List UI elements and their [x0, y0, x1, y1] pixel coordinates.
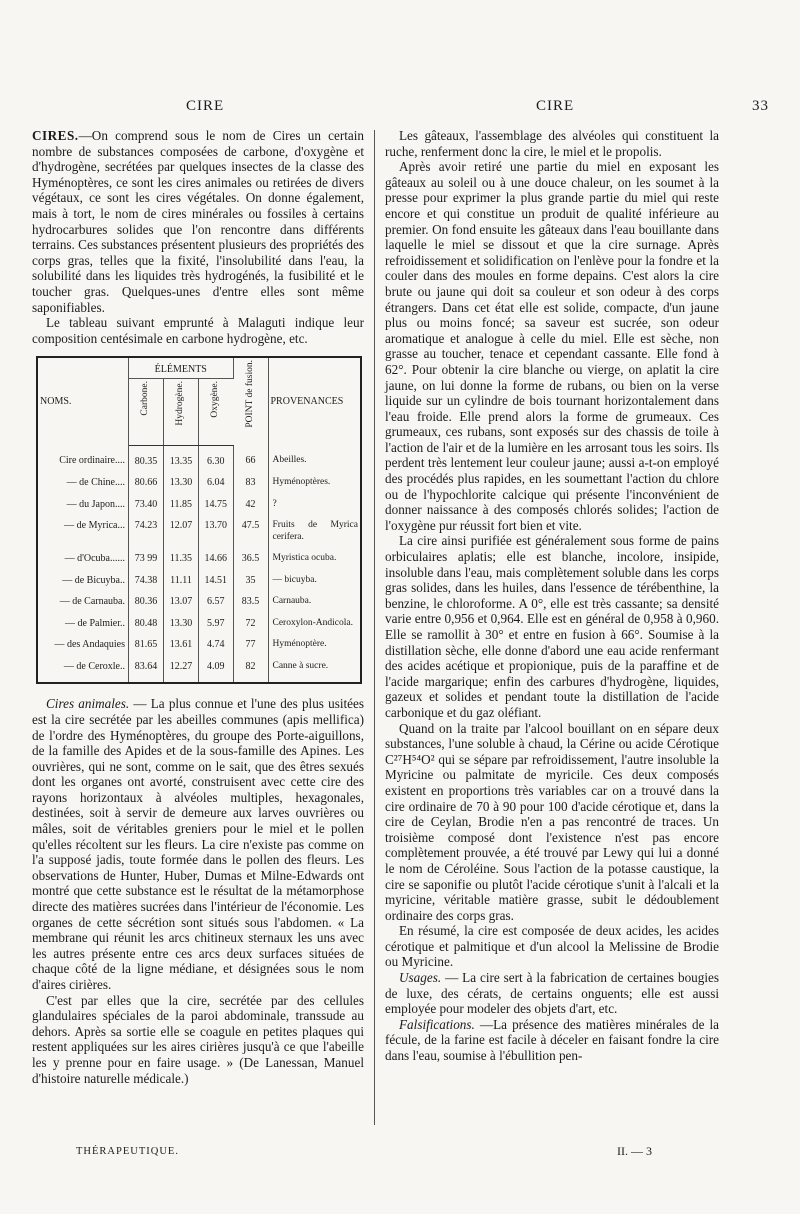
row-hydrogene: 11.85	[164, 494, 199, 516]
row-provenance: Canne à sucre.	[272, 660, 329, 671]
row-name: — du Japon....	[38, 494, 129, 516]
right-column	[385, 128, 719, 1064]
paragraph-extraction: Après avoir retiré une partie du miel en exposant les gâteaux au soleil ou à une douce chaleur, on les soumet à la presse pour exprimer la plus grande partie du miel qui reste encore et qui constitue un produit de qualité inférieure au premier. On fond ensuite les gâteaux dans l'eau bouillante dans laquelle le miel se dissout et que la cire surnage. Après refroidissement et solidification on l'enlève pour la fondre et la couler dans des moules en forme depains. C'est alors la cire brute ou jaune qui doit sa couleur et son odeur à des corps étrangers. Dans cet état elle est solide, compacte, d'un jaune plus ou moins foncé; sa saveur est sucrée, son odeur aromatique et analogue à celle du miel. Elle est sèche, non grasse au toucher, tenace et cependant cassante. Elle fond à 62°. Pour obtenir la cire blanche ou vierge, on aplatit la cire jaune, on lui donne la forme de rubans, ou bien on la verse liquide sur un cylindre de bois tournant horizontalement dans l'eau froide. Elle prend alors la forme de grumeaux. Ces grumeaux, ces rubans, sont exposés sur des chassis de toile à l'action de l'air et de la lumière en les arrosant tous les soirs. Ils perdent très lentement leur couleur jaune; aussi a-t-on employé des procédés plus rapides, en les soumettant l'action du chlore ou de l'hypochlorite calcique qui présente l'inconvénient de donner naissance à des composés chlorés solides; l'action de l'oxygène pur réussit fort bien et vite.	[385, 159, 719, 533]
header-provenances: PROVENANCES	[270, 396, 344, 408]
table-row	[38, 494, 360, 516]
row-fusion: 66	[233, 445, 268, 472]
row-oxygene: 14.66	[199, 548, 234, 570]
row-carbone: 81.65	[129, 634, 164, 656]
running-head-left: CIRE	[186, 98, 225, 114]
row-name: — de Myrica...	[38, 515, 129, 548]
row-fusion: 47.5	[233, 515, 268, 548]
row-oxygene: 13.70	[199, 515, 234, 548]
paragraph-alcool: Quand on la traite par l'alcool bouillant on en sépare deux substances, l'une soluble à chaud, la Cérine ou acide Cérotique C²⁷H⁵⁴O² qui se sépare par refroidissement, l'autre insoluble la Myricine ou palmitate de myricile. Ces deux composés existent en proportions très variables car on a trouvé dans la cire ordinaire de 70 à 90 pour 100 d'acide cérotique et, dans la cire de Ceylan, Brodie n'en a pas rencontré de traces. Un troisième composé dont l'existence n'est pas encore complètement prouvée, a été trouvé par Lewy qui lui a donné le nom de Céroléine. Sous l'action de la potasse caustique, la cire se saponifie ou plutôt l'acide cérotique s'unit à l'alcali et la myricine, véritable matière grasse, subit le dédoublement ordinaire des corps gras.	[385, 720, 719, 923]
section-lead-animal: Cires animales.	[46, 696, 130, 712]
intro-text: —On comprend sous le nom de Cires un certain nombre de substances composées de carbone, d'oxygène et d'hydrogène, secrétées par quelques insectes de la classe des Hyménoptères, ce sont les cires animales ou retirées de divers végétaux, ce sont les cires végétales. On donne également, mais à tort, le nom de cires minérales ou fossiles à certains hydrocarbures solides que l'on rencontre dans différents terrains. Ces substances présentent plusieurs des propriétés des corps gras, telles que la fixité, l'insolubilité dans l'eau, la solubilité dans les liquides très hydrogénés, la fusibilité et le toucher gras. Quelques-unes d'entre elles sont même saponifiables.	[32, 128, 364, 315]
row-fusion: 72	[233, 613, 268, 635]
row-oxygene: 4.74	[199, 634, 234, 656]
section-lead-falsifications: Falsifications.	[399, 1016, 475, 1032]
intro-paragraph	[32, 128, 364, 315]
row-hydrogene: 11.11	[164, 570, 199, 592]
row-carbone: 80.66	[129, 472, 164, 494]
row-provenance: Hyménoptères.	[272, 477, 331, 488]
row-provenance: Ceroxylon-Andicola.	[272, 617, 353, 628]
table-row	[38, 634, 360, 656]
row-fusion: 83	[233, 472, 268, 494]
row-provenance: Fruits de Myrica cerifera.	[272, 520, 358, 542]
header-fusion-cell	[233, 358, 268, 445]
row-carbone: 80.35	[129, 445, 164, 472]
row-fusion: 83.5	[233, 591, 268, 613]
table-intro: Le tableau suivant emprunté à Malaguti indique leur composition centésimale en carbone hydrogène, etc.	[32, 315, 364, 346]
usages-text: — La cire sert à la fabrication de certaines bougies de luxe, des cérats, de certains onguents; elle est aussi employée pour modeler des objets d'art, etc.	[385, 970, 720, 1017]
row-oxygene: 5.97	[199, 613, 234, 635]
row-oxygene: 6.04	[199, 472, 234, 494]
row-carbone: 80.48	[129, 613, 164, 635]
header-oxygene-cell	[199, 378, 234, 445]
header-carbone: Carbone.	[140, 380, 151, 416]
table-row	[38, 548, 360, 570]
paragraph-gateaux: Les gâteaux, l'assemblage des alvéoles qui constituent la ruche, renferment donc la cire, le miel et le propolis.	[385, 128, 719, 159]
row-fusion: 82	[233, 656, 268, 683]
row-name: — de Chine....	[38, 472, 129, 494]
row-fusion: 35	[233, 570, 268, 592]
row-fusion: 42	[233, 494, 268, 516]
row-name: — d'Ocuba......	[38, 548, 129, 570]
table-row	[38, 515, 360, 548]
composition-table	[38, 358, 360, 682]
paragraph-falsifications	[385, 1017, 719, 1064]
row-carbone: 83.64	[129, 656, 164, 683]
header-carbone-cell	[129, 378, 164, 445]
footer-signature-left: THÉRAPEUTIQUE.	[76, 1146, 179, 1157]
table-row	[38, 472, 360, 494]
row-carbone: 73 99	[129, 548, 164, 570]
row-provenance: — bicuyba.	[272, 574, 317, 585]
header-fusion: POINT de fusion.	[244, 360, 255, 428]
column-divider	[374, 130, 375, 1125]
row-provenance: Myristica ocuba.	[272, 553, 337, 564]
entry-heading: CIRES.	[32, 128, 79, 143]
row-name: — de Carnauba.	[38, 591, 129, 613]
paragraph-usages	[385, 970, 719, 1017]
falsifications-text: —La présence des matières minérales de la fécule, de la farine est facile à déceler en faisant fondre la cire dans l'eau, soumise à l'ébullition pen-	[385, 1016, 720, 1064]
row-carbone: 74.23	[129, 515, 164, 548]
row-hydrogene: 13.30	[164, 472, 199, 494]
row-name: — de Palmier..	[38, 613, 129, 635]
row-name: — de Bicuyba..	[38, 570, 129, 592]
table-row	[38, 613, 360, 635]
row-oxygene: 14.75	[199, 494, 234, 516]
row-oxygene: 6.57	[199, 591, 234, 613]
header-noms: NOMS.	[38, 358, 129, 445]
row-carbone: 80.36	[129, 591, 164, 613]
left-column	[32, 128, 364, 1086]
row-fusion: 36.5	[233, 548, 268, 570]
paragraph-purification: La cire ainsi purifiée est généralement sous forme de pains orbiculaires aplatis; elle est blanche, incolore, insipide, insoluble dans l'eau, mais complètement soluble dans les corps gras solides, dans les huiles, dans l'essence de térébenthine, la benzine, le chloroforme. A 0°, elle est très cassante; sa densité varie entre 0,956 et 0,964. Elle est en général de 0,958 à 0,960. Elle se ramollit à 30° et entre en fusion à 66°. Soumise à la distillation sèche, elle donne d'abord une eau acide renfermant des acides acétique et propionique, puis de la paraffine et de l'acide margarique; enfin des carbures d'hydrogène, liquides, gazeux et solides et pendant toute la distillation de l'acide carbonique et du gaz oléfiant.	[385, 533, 719, 720]
header-oxygene: Oxygène.	[210, 380, 221, 418]
header-elements: ÉLÉMENTS	[129, 358, 234, 378]
row-provenance: ?	[272, 498, 277, 509]
animal-paragraph	[32, 696, 364, 992]
row-oxygene: 14.51	[199, 570, 234, 592]
row-oxygene: 4.09	[199, 656, 234, 683]
table-row	[38, 591, 360, 613]
composition-table-frame	[36, 356, 362, 684]
row-hydrogene: 13.61	[164, 634, 199, 656]
row-hydrogene: 13.07	[164, 591, 199, 613]
row-fusion: 77	[233, 634, 268, 656]
row-oxygene: 6.30	[199, 445, 234, 472]
table-body	[38, 445, 360, 682]
row-hydrogene: 13.35	[164, 445, 199, 472]
page-number: 33	[752, 98, 769, 114]
row-name: — des Andaquies	[38, 634, 129, 656]
table-row	[38, 445, 360, 472]
row-hydrogene: 13.30	[164, 613, 199, 635]
table-row	[38, 656, 360, 683]
section-lead-usages: Usages.	[399, 970, 442, 986]
row-provenance: Abeilles.	[272, 455, 307, 466]
row-name: Cire ordinaire....	[38, 445, 129, 472]
row-provenance: Carnauba.	[272, 596, 312, 607]
cells-paragraph: C'est par elles que la cire, secrétée par des cellules glandulaires spéciales de la paroi abdominale, transsude au dehors. Après sa sortie elle se coagule en petites plaques qui restent appliquées sur les aires cirières jusqu'à ce que l'abeille les y prenne pour en faire usage. » (De Lanessan, Manuel d'histoire naturelle médicale.)	[32, 992, 364, 1086]
row-hydrogene: 12.27	[164, 656, 199, 683]
row-carbone: 73.40	[129, 494, 164, 516]
running-head-right: CIRE	[536, 98, 575, 114]
row-hydrogene: 11.35	[164, 548, 199, 570]
header-hydrogene-cell	[164, 378, 199, 445]
row-name: — de Ceroxle..	[38, 656, 129, 683]
animal-text: — La plus connue et l'une des plus usitées est la cire secrétée par les abeilles communes (apis mellifica) de l'ordre des Hyménoptères, du groupe des Porte-aiguillons, de la famille des Apides et de la sous-famille des Apines. Les ouvrières, qui ne sont, comme on le sait, que des êtres sexués dont les organes ont avorté, construisent avec cette cire des rayons horizontaux à alvéoles multiples, hexagonales, destinées, soit à servir de demeure aux larves ouvrières ou mâles, soit de véritables greniers pour le miel et le pollen qu'elles récoltent sur les fleurs. La cire n'existe pas comme on l'a supposé jadis, toute formée dans le pollen des fleurs. Les observations de Hunter, Huber, Dumas et Milne-Edwards ont montré que cette substance est le résultat de la métamorphose directe des matières sucrées dans l'intérieur de l'économie. Les organes de cette sécrétion sont situés sous l'abdomen. « La membrane qui réunit les arcs chitineux sternaux les uns avec les autres présente entre ces arcs deux surfaces situées de chaque côté de la ligne médiane, et désignées sous le nom d'aires cirières.	[32, 696, 365, 992]
paragraph-resume: En résumé, la cire est composée de deux acides, les acides cérotique et palmitique et d'un alcool la Melissine de Brodie ou Myricine.	[385, 923, 719, 970]
footer-signature-right: II. — 3	[617, 1144, 652, 1158]
row-carbone: 74.38	[129, 570, 164, 592]
row-hydrogene: 12.07	[164, 515, 199, 548]
header-hydrogene: Hydrogène.	[175, 380, 186, 426]
row-provenance: Hyménoptère.	[272, 639, 327, 650]
table-row	[38, 570, 360, 592]
